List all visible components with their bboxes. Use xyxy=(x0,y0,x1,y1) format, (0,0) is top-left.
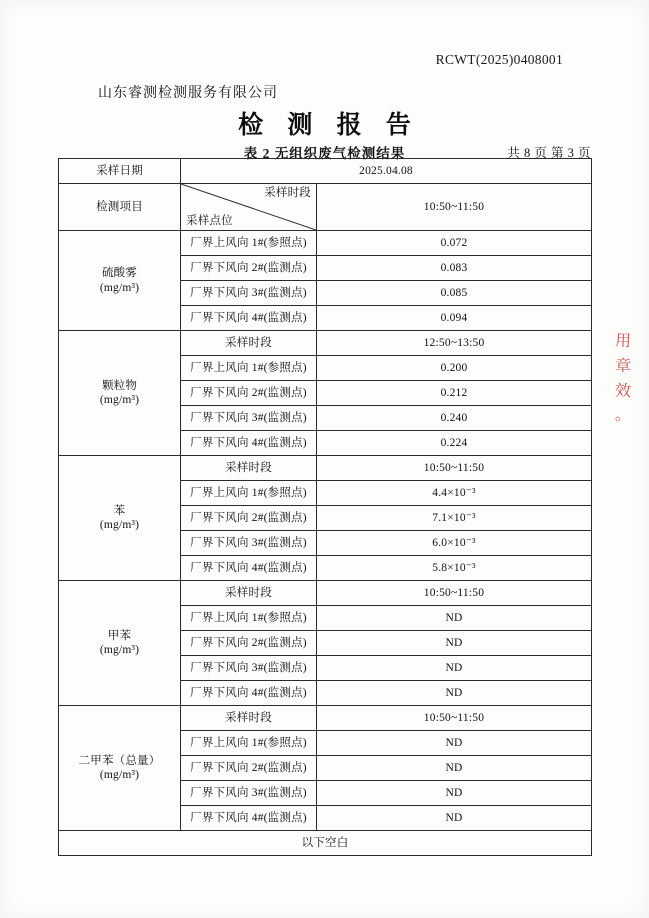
point-label-0-3: 厂界下风向 4#(监测点) xyxy=(181,306,317,331)
point-label-0-2: 厂界下风向 3#(监测点) xyxy=(181,281,317,306)
value-3-0: ND xyxy=(317,606,592,631)
value-4-2: ND xyxy=(317,781,592,806)
group-name: 二甲苯（总量） xyxy=(78,754,161,767)
seal-char-2: 效 xyxy=(614,382,632,400)
value-0-1: 0.083 xyxy=(317,256,592,281)
point-label-0-0: 厂界上风向 1#(参照点) xyxy=(181,231,317,256)
group-unit: (mg/m³) xyxy=(99,644,140,656)
value-2-0: 4.4×10⁻³ xyxy=(317,481,592,506)
group-name-cell-3 xyxy=(59,581,181,706)
value-1-2: 0.240 xyxy=(317,406,592,431)
sample-point-label: 采样点位 xyxy=(186,214,233,227)
point-label-3-3: 厂界下风向 4#(监测点) xyxy=(181,681,317,706)
group-unit: (mg/m³) xyxy=(99,519,140,531)
document-code: RCWT(2025)0408001 xyxy=(435,52,563,67)
point-label-2-1: 厂界下风向 2#(监测点) xyxy=(181,506,317,531)
value-3-3: ND xyxy=(317,681,592,706)
group-name-cell-1 xyxy=(59,331,181,456)
point-label-2-0: 厂界上风向 1#(参照点) xyxy=(181,481,317,506)
group-name: 甲苯 xyxy=(107,629,132,642)
value-1-1: 0.212 xyxy=(317,381,592,406)
point-label-1-2: 厂界下风向 3#(监测点) xyxy=(181,406,317,431)
point-label-1-1: 厂界下风向 2#(监测点) xyxy=(181,381,317,406)
sample-date-label: 采样日期 xyxy=(59,159,181,184)
point-label-1-3: 厂界下风向 4#(监测点) xyxy=(181,431,317,456)
page-count: 共 8 页 第 3 页 xyxy=(507,146,591,160)
page-title: 检 测 报 告 xyxy=(238,112,420,139)
value-0-3: 0.094 xyxy=(317,306,592,331)
point-label-4-0: 厂界上风向 1#(参照点) xyxy=(181,731,317,756)
company-name: 山东睿测检测服务有限公司 xyxy=(98,86,278,101)
group-name: 硫酸雾 xyxy=(101,267,138,280)
value-1-3: 0.224 xyxy=(317,431,592,456)
value-0-0: 0.072 xyxy=(317,231,592,256)
point-label-0-1: 厂界下风向 2#(监测点) xyxy=(181,256,317,281)
time-row-value-2: 10:50~11:50 xyxy=(317,456,592,481)
point-label-2-2: 厂界下风向 3#(监测点) xyxy=(181,531,317,556)
table-row xyxy=(59,331,592,356)
point-label-2-3: 厂界下风向 4#(监测点) xyxy=(181,556,317,581)
blank-note: 以下空白 xyxy=(59,831,592,856)
value-0-2: 0.085 xyxy=(317,281,592,306)
value-1-0: 0.200 xyxy=(317,356,592,381)
time-row-value-1: 12:50~13:50 xyxy=(317,331,592,356)
seal-char-0: 用 xyxy=(614,332,632,351)
value-3-2: ND xyxy=(317,656,592,681)
point-label-1-0: 厂界上风向 1#(参照点) xyxy=(181,356,317,381)
table-row xyxy=(59,706,592,731)
value-4-1: ND xyxy=(317,756,592,781)
table-caption: 表 2 无组织废气检测结果 xyxy=(243,146,406,161)
point-label-3-1: 厂界下风向 2#(监测点) xyxy=(181,631,317,656)
group-name-cell-2 xyxy=(59,456,181,581)
point-label-3-2: 厂界下风向 3#(监测点) xyxy=(181,656,317,681)
point-label-4-1: 厂界下风向 2#(监测点) xyxy=(181,756,317,781)
results-table xyxy=(58,158,592,856)
table-row xyxy=(59,184,592,231)
table-row xyxy=(59,456,592,481)
sample-time-label: 采样时段 xyxy=(264,187,311,199)
group-name-cell-4 xyxy=(59,706,181,831)
time-row-value-3: 10:50~11:50 xyxy=(317,581,592,606)
seal-char-3: 。 xyxy=(614,407,632,425)
sample-time-value: 10:50~11:50 xyxy=(317,184,592,231)
value-2-3: 5.8×10⁻³ xyxy=(317,556,592,581)
table-row xyxy=(59,831,592,856)
group-name: 苯 xyxy=(113,504,126,517)
item-label: 检测项目 xyxy=(59,184,181,231)
seal-char-1: 章 xyxy=(614,357,632,376)
time-row-value-4: 10:50~11:50 xyxy=(317,706,592,731)
group-name: 颗粒物 xyxy=(101,379,138,392)
point-label-3-0: 厂界上风向 1#(参照点) xyxy=(181,606,317,631)
value-2-1: 7.1×10⁻³ xyxy=(317,506,592,531)
value-4-3: ND xyxy=(317,806,592,831)
time-row-label-4: 采样时段 xyxy=(181,706,317,731)
time-row-label-1: 采样时段 xyxy=(181,331,317,356)
point-label-4-3: 厂界下风向 4#(监测点) xyxy=(181,806,317,831)
diagonal-header-cell xyxy=(181,184,317,231)
point-label-4-2: 厂界下风向 3#(监测点) xyxy=(181,781,317,806)
sample-date-value: 2025.04.08 xyxy=(181,159,592,184)
group-unit: (mg/m³) xyxy=(99,281,140,294)
value-3-1: ND xyxy=(317,631,592,656)
time-row-label-3: 采样时段 xyxy=(181,581,317,606)
group-name-cell-0 xyxy=(59,231,181,331)
time-row-label-2: 采样时段 xyxy=(181,456,317,481)
table-row xyxy=(59,581,592,606)
table-row xyxy=(59,159,592,184)
value-4-0: ND xyxy=(317,731,592,756)
group-unit: (mg/m³) xyxy=(99,769,140,781)
value-2-2: 6.0×10⁻³ xyxy=(317,531,592,556)
group-unit: (mg/m³) xyxy=(99,394,140,406)
table-row xyxy=(59,231,592,256)
seal-mark xyxy=(610,330,636,465)
